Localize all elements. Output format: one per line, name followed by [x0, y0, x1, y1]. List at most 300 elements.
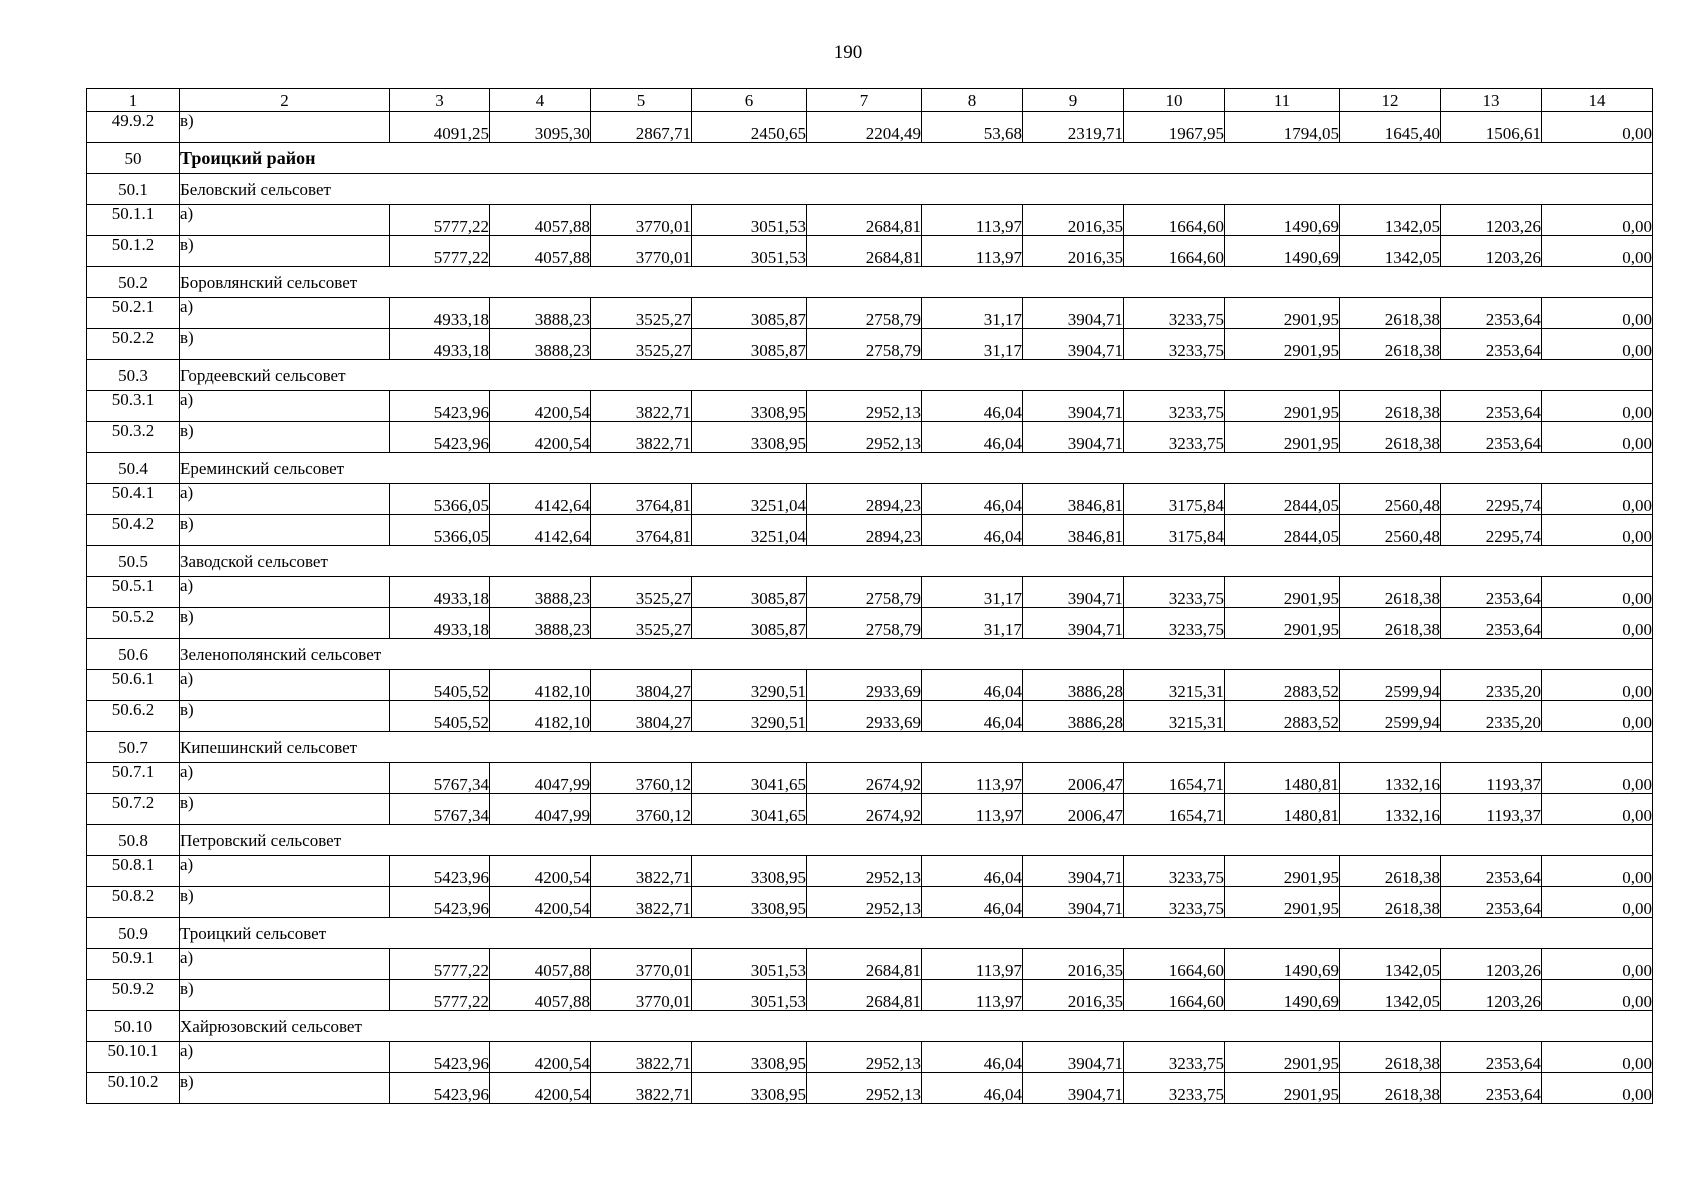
cell-value-col-9: 3904,71	[1023, 577, 1124, 608]
row-number: 50.10.1	[87, 1042, 180, 1073]
group-title: Троицкий район	[180, 143, 1653, 174]
table-row	[87, 112, 1653, 143]
cell-value-col-6: 3290,51	[692, 670, 807, 701]
cell-value-col-8: 113,97	[922, 794, 1023, 825]
cell-value-col-9: 2016,35	[1023, 980, 1124, 1011]
cell-value-col-14: 0,00	[1542, 112, 1653, 143]
group-row	[87, 639, 1653, 670]
group-title: Гордеевский сельсовет	[180, 360, 1653, 391]
cell-value-col-5: 3760,12	[591, 794, 692, 825]
row-number: 50.4	[87, 453, 180, 484]
row-label: в)	[180, 236, 390, 267]
cell-value-col-9: 2006,47	[1023, 794, 1124, 825]
cell-value-col-5: 3822,71	[591, 391, 692, 422]
cell-value-col-4: 4142,64	[490, 484, 591, 515]
cell-value-col-12: 2618,38	[1340, 887, 1441, 918]
group-title: Беловский сельсовет	[180, 174, 1653, 205]
cell-value-col-7: 2933,69	[807, 670, 922, 701]
row-number: 50.1	[87, 174, 180, 205]
cell-value-col-13: 2353,64	[1441, 422, 1542, 453]
cell-value-col-7: 2952,13	[807, 1042, 922, 1073]
cell-value-col-3: 5777,22	[390, 205, 490, 236]
row-number: 50.7.2	[87, 794, 180, 825]
cell-value-col-6: 3041,65	[692, 794, 807, 825]
cell-value-col-6: 3085,87	[692, 577, 807, 608]
cell-value-col-11: 1490,69	[1225, 949, 1340, 980]
group-row	[87, 453, 1653, 484]
group-title: Кипешинский сельсовет	[180, 732, 1653, 763]
cell-value-col-13: 2353,64	[1441, 577, 1542, 608]
cell-value-col-5: 3770,01	[591, 980, 692, 1011]
cell-value-col-3: 4933,18	[390, 577, 490, 608]
cell-value-col-13: 2353,64	[1441, 856, 1542, 887]
cell-value-col-8: 31,17	[922, 298, 1023, 329]
row-number: 50.5	[87, 546, 180, 577]
cell-value-col-9: 3904,71	[1023, 856, 1124, 887]
cell-value-col-7: 2758,79	[807, 329, 922, 360]
row-label: в)	[180, 980, 390, 1011]
cell-value-col-12: 1342,05	[1340, 949, 1441, 980]
cell-value-col-8: 46,04	[922, 701, 1023, 732]
row-number: 50.7.1	[87, 763, 180, 794]
row-number: 50.9.2	[87, 980, 180, 1011]
row-number: 50.9.1	[87, 949, 180, 980]
cell-value-col-12: 2618,38	[1340, 608, 1441, 639]
cell-value-col-6: 3085,87	[692, 329, 807, 360]
cell-value-col-11: 1794,05	[1225, 112, 1340, 143]
cell-value-col-5: 3822,71	[591, 422, 692, 453]
cell-value-col-9: 3904,71	[1023, 608, 1124, 639]
group-row	[87, 174, 1653, 205]
cell-value-col-7: 2952,13	[807, 1073, 922, 1104]
cell-value-col-14: 0,00	[1542, 1073, 1653, 1104]
cell-value-col-12: 2599,94	[1340, 670, 1441, 701]
cell-value-col-13: 1203,26	[1441, 236, 1542, 267]
cell-value-col-10: 1664,60	[1124, 236, 1225, 267]
cell-value-col-13: 2335,20	[1441, 701, 1542, 732]
cell-value-col-6: 2450,65	[692, 112, 807, 143]
cell-value-col-11: 2883,52	[1225, 701, 1340, 732]
cell-value-col-4: 3888,23	[490, 298, 591, 329]
cell-value-col-3: 5767,34	[390, 763, 490, 794]
cell-value-col-3: 5423,96	[390, 422, 490, 453]
cell-value-col-10: 3233,75	[1124, 608, 1225, 639]
cell-value-col-13: 1203,26	[1441, 205, 1542, 236]
cell-value-col-3: 5405,52	[390, 670, 490, 701]
row-label: в)	[180, 794, 390, 825]
row-number: 50.1.1	[87, 205, 180, 236]
row-label: в)	[180, 422, 390, 453]
cell-value-col-6: 3051,53	[692, 980, 807, 1011]
cell-value-col-11: 2901,95	[1225, 608, 1340, 639]
cell-value-col-13: 2353,64	[1441, 298, 1542, 329]
cell-value-col-9: 3904,71	[1023, 1073, 1124, 1104]
row-number: 49.9.2	[87, 112, 180, 143]
cell-value-col-6: 3308,95	[692, 856, 807, 887]
cell-value-col-11: 1490,69	[1225, 980, 1340, 1011]
column-header-6: 6	[692, 89, 807, 112]
cell-value-col-14: 0,00	[1542, 1042, 1653, 1073]
row-number: 50.2.2	[87, 329, 180, 360]
cell-value-col-13: 2353,64	[1441, 1042, 1542, 1073]
cell-value-col-8: 46,04	[922, 391, 1023, 422]
table-row	[87, 856, 1653, 887]
row-number: 50.6.2	[87, 701, 180, 732]
cell-value-col-11: 2844,05	[1225, 515, 1340, 546]
cell-value-col-7: 2933,69	[807, 701, 922, 732]
row-number: 50.6	[87, 639, 180, 670]
cell-value-col-11: 1490,69	[1225, 236, 1340, 267]
cell-value-col-3: 5423,96	[390, 1073, 490, 1104]
cell-value-col-12: 2618,38	[1340, 391, 1441, 422]
cell-value-col-4: 4057,88	[490, 949, 591, 980]
cell-value-col-10: 3233,75	[1124, 856, 1225, 887]
cell-value-col-5: 3764,81	[591, 515, 692, 546]
cell-value-col-12: 1342,05	[1340, 980, 1441, 1011]
group-row	[87, 143, 1653, 174]
cell-value-col-8: 113,97	[922, 949, 1023, 980]
cell-value-col-9: 3886,28	[1023, 701, 1124, 732]
cell-value-col-5: 3770,01	[591, 205, 692, 236]
cell-value-col-6: 3308,95	[692, 887, 807, 918]
group-row	[87, 1011, 1653, 1042]
cell-value-col-4: 4200,54	[490, 887, 591, 918]
cell-value-col-9: 3904,71	[1023, 887, 1124, 918]
cell-value-col-10: 3233,75	[1124, 422, 1225, 453]
row-number: 50.1.2	[87, 236, 180, 267]
row-number: 50.3.1	[87, 391, 180, 422]
cell-value-col-14: 0,00	[1542, 577, 1653, 608]
cell-value-col-6: 3308,95	[692, 1073, 807, 1104]
row-label: в)	[180, 329, 390, 360]
cell-value-col-10: 1654,71	[1124, 763, 1225, 794]
cell-value-col-10: 1967,95	[1124, 112, 1225, 143]
cell-value-col-10: 3233,75	[1124, 577, 1225, 608]
cell-value-col-10: 3215,31	[1124, 701, 1225, 732]
row-label: в)	[180, 112, 390, 143]
table-row	[87, 1042, 1653, 1073]
cell-value-col-12: 2560,48	[1340, 484, 1441, 515]
cell-value-col-14: 0,00	[1542, 298, 1653, 329]
row-number: 50.9	[87, 918, 180, 949]
cell-value-col-9: 2016,35	[1023, 205, 1124, 236]
row-number: 50.8	[87, 825, 180, 856]
cell-value-col-11: 2901,95	[1225, 329, 1340, 360]
row-number: 50.10	[87, 1011, 180, 1042]
table-row	[87, 484, 1653, 515]
cell-value-col-7: 2952,13	[807, 391, 922, 422]
row-label: а)	[180, 577, 390, 608]
cell-value-col-4: 4200,54	[490, 391, 591, 422]
cell-value-col-11: 2901,95	[1225, 577, 1340, 608]
cell-value-col-11: 2901,95	[1225, 1073, 1340, 1104]
row-number: 50.2	[87, 267, 180, 298]
cell-value-col-9: 3904,71	[1023, 298, 1124, 329]
row-number: 50.8.1	[87, 856, 180, 887]
cell-value-col-12: 1332,16	[1340, 794, 1441, 825]
cell-value-col-8: 46,04	[922, 422, 1023, 453]
cell-value-col-3: 5366,05	[390, 484, 490, 515]
table-row	[87, 794, 1653, 825]
cell-value-col-11: 2844,05	[1225, 484, 1340, 515]
cell-value-col-12: 2618,38	[1340, 422, 1441, 453]
cell-value-col-8: 31,17	[922, 608, 1023, 639]
cell-value-col-7: 2684,81	[807, 949, 922, 980]
cell-value-col-9: 2016,35	[1023, 236, 1124, 267]
group-row	[87, 360, 1653, 391]
cell-value-col-5: 3804,27	[591, 670, 692, 701]
column-header-5: 5	[591, 89, 692, 112]
group-row	[87, 825, 1653, 856]
cell-value-col-4: 4142,64	[490, 515, 591, 546]
column-header-3: 3	[390, 89, 490, 112]
cell-value-col-13: 2295,74	[1441, 484, 1542, 515]
cell-value-col-11: 1490,69	[1225, 205, 1340, 236]
cell-value-col-6: 3308,95	[692, 422, 807, 453]
cell-value-col-3: 5423,96	[390, 1042, 490, 1073]
table-row	[87, 577, 1653, 608]
column-header-7: 7	[807, 89, 922, 112]
group-row	[87, 546, 1653, 577]
cell-value-col-12: 2618,38	[1340, 329, 1441, 360]
cell-value-col-6: 3290,51	[692, 701, 807, 732]
cell-value-col-14: 0,00	[1542, 980, 1653, 1011]
cell-value-col-4: 4057,88	[490, 236, 591, 267]
cell-value-col-3: 5423,96	[390, 391, 490, 422]
column-header-8: 8	[922, 89, 1023, 112]
row-label: а)	[180, 298, 390, 329]
cell-value-col-5: 3525,27	[591, 577, 692, 608]
cell-value-col-13: 1203,26	[1441, 949, 1542, 980]
header-row	[87, 89, 1653, 112]
row-label: а)	[180, 391, 390, 422]
table-row	[87, 1073, 1653, 1104]
table-row	[87, 329, 1653, 360]
cell-value-col-4: 4057,88	[490, 980, 591, 1011]
cell-value-col-11: 2901,95	[1225, 298, 1340, 329]
column-header-2: 2	[180, 89, 390, 112]
cell-value-col-5: 3822,71	[591, 1073, 692, 1104]
cell-value-col-4: 4057,88	[490, 205, 591, 236]
cell-value-col-7: 2952,13	[807, 422, 922, 453]
cell-value-col-14: 0,00	[1542, 763, 1653, 794]
cell-value-col-9: 3904,71	[1023, 422, 1124, 453]
cell-value-col-10: 1664,60	[1124, 980, 1225, 1011]
row-label: а)	[180, 763, 390, 794]
cell-value-col-11: 2901,95	[1225, 1042, 1340, 1073]
cell-value-col-11: 2901,95	[1225, 856, 1340, 887]
cell-value-col-11: 1480,81	[1225, 763, 1340, 794]
row-number: 50.7	[87, 732, 180, 763]
cell-value-col-3: 5366,05	[390, 515, 490, 546]
column-header-9: 9	[1023, 89, 1124, 112]
cell-value-col-8: 46,04	[922, 1073, 1023, 1104]
cell-value-col-4: 4182,10	[490, 670, 591, 701]
cell-value-col-7: 2204,49	[807, 112, 922, 143]
cell-value-col-12: 2599,94	[1340, 701, 1441, 732]
cell-value-col-14: 0,00	[1542, 887, 1653, 918]
cell-value-col-5: 3822,71	[591, 887, 692, 918]
cell-value-col-4: 3095,30	[490, 112, 591, 143]
table-row	[87, 608, 1653, 639]
cell-value-col-12: 1342,05	[1340, 236, 1441, 267]
group-title: Ереминский сельсовет	[180, 453, 1653, 484]
column-header-4: 4	[490, 89, 591, 112]
cell-value-col-10: 1664,60	[1124, 949, 1225, 980]
row-number: 50.6.1	[87, 670, 180, 701]
table-row	[87, 298, 1653, 329]
cell-value-col-6: 3085,87	[692, 298, 807, 329]
cell-value-col-13: 1193,37	[1441, 763, 1542, 794]
cell-value-col-8: 113,97	[922, 236, 1023, 267]
row-number: 50.10.2	[87, 1073, 180, 1104]
cell-value-col-13: 2353,64	[1441, 1073, 1542, 1104]
row-label: а)	[180, 1042, 390, 1073]
cell-value-col-13: 1506,61	[1441, 112, 1542, 143]
row-number: 50.3	[87, 360, 180, 391]
table-row	[87, 701, 1653, 732]
cell-value-col-6: 3308,95	[692, 391, 807, 422]
cell-value-col-7: 2894,23	[807, 515, 922, 546]
cell-value-col-14: 0,00	[1542, 484, 1653, 515]
cell-value-col-7: 2674,92	[807, 794, 922, 825]
cell-value-col-13: 1203,26	[1441, 980, 1542, 1011]
row-number: 50.4.1	[87, 484, 180, 515]
row-number: 50.2.1	[87, 298, 180, 329]
cell-value-col-8: 46,04	[922, 670, 1023, 701]
table-row	[87, 949, 1653, 980]
cell-value-col-11: 1480,81	[1225, 794, 1340, 825]
cell-value-col-4: 4200,54	[490, 1073, 591, 1104]
cell-value-col-11: 2901,95	[1225, 391, 1340, 422]
cell-value-col-4: 4200,54	[490, 1042, 591, 1073]
cell-value-col-9: 3846,81	[1023, 515, 1124, 546]
cell-value-col-8: 113,97	[922, 763, 1023, 794]
cell-value-col-14: 0,00	[1542, 515, 1653, 546]
cell-value-col-13: 2335,20	[1441, 670, 1542, 701]
row-number: 50.8.2	[87, 887, 180, 918]
row-label: а)	[180, 670, 390, 701]
row-label: в)	[180, 515, 390, 546]
cell-value-col-5: 3822,71	[591, 1042, 692, 1073]
row-label: а)	[180, 484, 390, 515]
cell-value-col-8: 31,17	[922, 577, 1023, 608]
cell-value-col-10: 1664,60	[1124, 205, 1225, 236]
cell-value-col-4: 4047,99	[490, 763, 591, 794]
column-header-12: 12	[1340, 89, 1441, 112]
cell-value-col-11: 2901,95	[1225, 887, 1340, 918]
cell-value-col-10: 3175,84	[1124, 515, 1225, 546]
cell-value-col-7: 2684,81	[807, 980, 922, 1011]
cell-value-col-3: 5777,22	[390, 236, 490, 267]
cell-value-col-12: 1645,40	[1340, 112, 1441, 143]
column-header-14: 14	[1542, 89, 1653, 112]
column-header-1: 1	[87, 89, 180, 112]
group-title: Троицкий сельсовет	[180, 918, 1653, 949]
cell-value-col-13: 2353,64	[1441, 887, 1542, 918]
cell-value-col-10: 3215,31	[1124, 670, 1225, 701]
cell-value-col-10: 3233,75	[1124, 391, 1225, 422]
cell-value-col-9: 3846,81	[1023, 484, 1124, 515]
group-title: Зеленополянский сельсовет	[180, 639, 1653, 670]
cell-value-col-5: 3770,01	[591, 949, 692, 980]
cell-value-col-7: 2952,13	[807, 887, 922, 918]
cell-value-col-9: 3904,71	[1023, 329, 1124, 360]
row-label: в)	[180, 887, 390, 918]
row-label: в)	[180, 1073, 390, 1104]
cell-value-col-5: 3764,81	[591, 484, 692, 515]
table-row	[87, 980, 1653, 1011]
cell-value-col-14: 0,00	[1542, 608, 1653, 639]
group-title: Боровлянский сельсовет	[180, 267, 1653, 298]
cell-value-col-3: 4933,18	[390, 298, 490, 329]
cell-value-col-7: 2952,13	[807, 856, 922, 887]
cell-value-col-9: 3886,28	[1023, 670, 1124, 701]
cell-value-col-8: 46,04	[922, 484, 1023, 515]
cell-value-col-7: 2758,79	[807, 298, 922, 329]
cell-value-col-9: 2006,47	[1023, 763, 1124, 794]
cell-value-col-13: 1193,37	[1441, 794, 1542, 825]
cell-value-col-3: 5767,34	[390, 794, 490, 825]
cell-value-col-3: 4091,25	[390, 112, 490, 143]
cell-value-col-3: 4933,18	[390, 608, 490, 639]
cell-value-col-4: 3888,23	[490, 577, 591, 608]
cell-value-col-3: 5405,52	[390, 701, 490, 732]
cell-value-col-6: 3051,53	[692, 236, 807, 267]
cell-value-col-5: 3822,71	[591, 856, 692, 887]
table-row	[87, 887, 1653, 918]
cell-value-col-14: 0,00	[1542, 422, 1653, 453]
cell-value-col-9: 3904,71	[1023, 1042, 1124, 1073]
cell-value-col-10: 3233,75	[1124, 329, 1225, 360]
cell-value-col-10: 3233,75	[1124, 1042, 1225, 1073]
row-number: 50.4.2	[87, 515, 180, 546]
cell-value-col-12: 2618,38	[1340, 577, 1441, 608]
cell-value-col-12: 1342,05	[1340, 205, 1441, 236]
cell-value-col-4: 3888,23	[490, 329, 591, 360]
group-row	[87, 918, 1653, 949]
cell-value-col-9: 2016,35	[1023, 949, 1124, 980]
cell-value-col-3: 5423,96	[390, 856, 490, 887]
table-row	[87, 422, 1653, 453]
tariff-table	[86, 88, 1653, 1104]
table-row	[87, 515, 1653, 546]
table-row	[87, 205, 1653, 236]
cell-value-col-10: 3233,75	[1124, 298, 1225, 329]
group-title: Хайрюзовский сельсовет	[180, 1011, 1653, 1042]
cell-value-col-8: 113,97	[922, 980, 1023, 1011]
column-header-13: 13	[1441, 89, 1542, 112]
cell-value-col-6: 3251,04	[692, 515, 807, 546]
row-label: а)	[180, 205, 390, 236]
cell-value-col-4: 4200,54	[490, 856, 591, 887]
row-label: в)	[180, 701, 390, 732]
cell-value-col-6: 3308,95	[692, 1042, 807, 1073]
cell-value-col-12: 2618,38	[1340, 298, 1441, 329]
cell-value-col-8: 46,04	[922, 887, 1023, 918]
cell-value-col-12: 2618,38	[1340, 1042, 1441, 1073]
cell-value-col-11: 2883,52	[1225, 670, 1340, 701]
table-row	[87, 763, 1653, 794]
cell-value-col-5: 3770,01	[591, 236, 692, 267]
cell-value-col-5: 3525,27	[591, 298, 692, 329]
cell-value-col-7: 2758,79	[807, 608, 922, 639]
cell-value-col-14: 0,00	[1542, 701, 1653, 732]
cell-value-col-13: 2353,64	[1441, 391, 1542, 422]
cell-value-col-4: 4182,10	[490, 701, 591, 732]
group-row	[87, 267, 1653, 298]
cell-value-col-4: 4200,54	[490, 422, 591, 453]
